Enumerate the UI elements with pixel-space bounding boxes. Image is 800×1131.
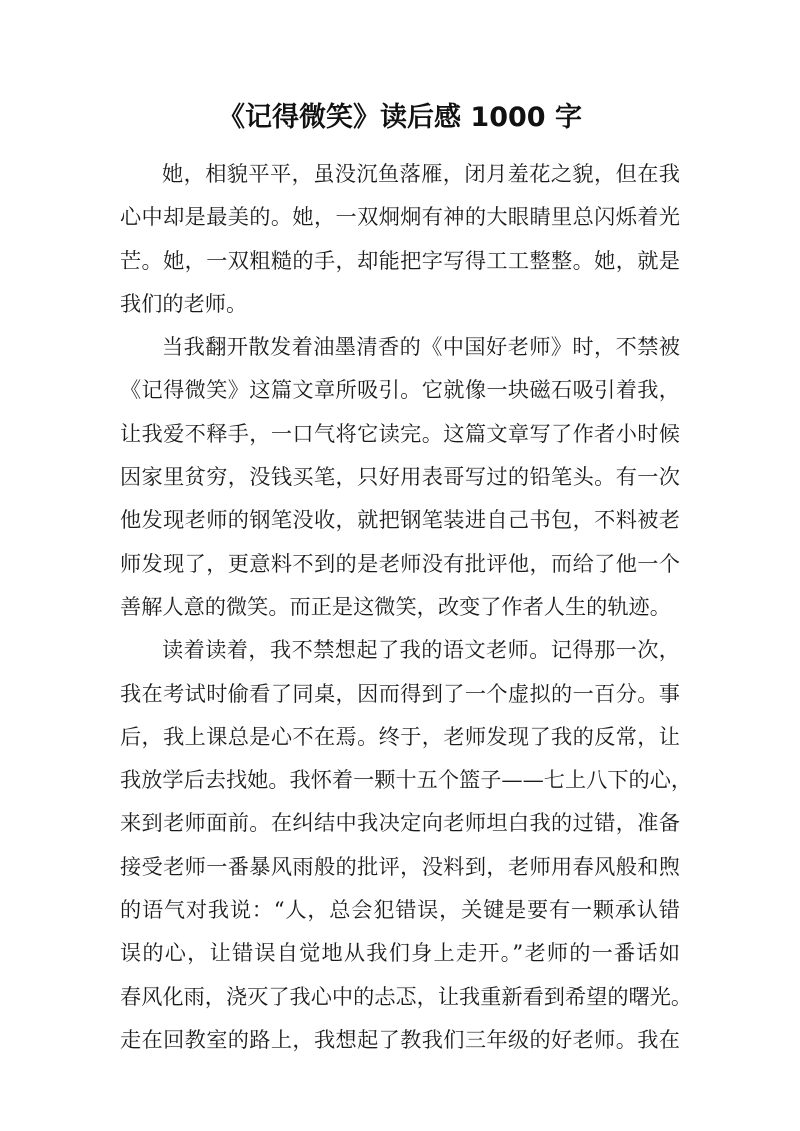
text-line: 师发现了，更意料不到的是老师没有批评他，而给了他一个: [120, 550, 680, 576]
text-line: 她，相貌平平，虽没沉鱼落雁，闭月羞花之貌，但在我: [162, 161, 680, 186]
text-line: 我放学后去找她。我怀着一颗十五个篮子——七上八下的心，: [120, 767, 693, 793]
text-line: 读着读着，我不禁想起了我的语文老师。记得那一次，: [162, 637, 680, 663]
document-body: [120, 152, 693, 1061]
text-line: 心中却是最美的。她，一双炯炯有神的大眼睛里总闪烁着光: [120, 204, 680, 230]
text-line: 因家里贫穷，没钱买笔，只好用表哥写过的铅笔头。有一次: [120, 464, 680, 490]
text-line: 接受老师一番暴风雨般的批评，没料到，老师用春风般和煦: [120, 853, 680, 879]
text-line: 后，我上课总是心不在焉。终于，老师发现了我的反常，让: [120, 723, 680, 749]
text-line: 春风化雨，浇灭了我心中的忐忑，让我重新看到希望的曙光。: [120, 983, 693, 1009]
text-line: 我在考试时偷看了同桌，因而得到了一个虚拟的一百分。事: [120, 680, 680, 706]
text-line: 让我爱不释手，一口气将它读完。这篇文章写了作者小时候: [120, 420, 680, 446]
text-line: 当我翻开散发着油墨清香的《中国好老师》时，不禁被: [162, 334, 680, 360]
text-line: 的语气对我说：“人，总会犯错误，关键是要有一颗承认错: [120, 897, 680, 923]
text-line: 走在回教室的路上，我想起了教我们三年级的好老师。我在: [120, 1026, 680, 1052]
text-line: 误的心，让错误自觉地从我们身上走开。”老师的一番话如: [120, 940, 680, 966]
text-line: 善解人意的微笑。而正是这微笑，改变了作者人生的轨迹。: [120, 593, 671, 619]
text-line: 芒。她，一双粗糙的手，却能把字写得工工整整。她，就是: [120, 247, 680, 273]
text-line: 他发现老师的钢笔没收，就把钢笔装进自己书包，不料被老: [120, 507, 680, 533]
text-line: 《记得微笑》这篇文章所吸引。它就像一块磁石吸引着我，: [120, 377, 680, 403]
text-line: 我们的老师。: [120, 290, 248, 316]
document-title: 《记得微笑》读后感 1000 字: [218, 102, 582, 133]
text-line: 来到老师面前。在纠结中我决定向老师坦白我的过错，准备: [120, 810, 680, 836]
